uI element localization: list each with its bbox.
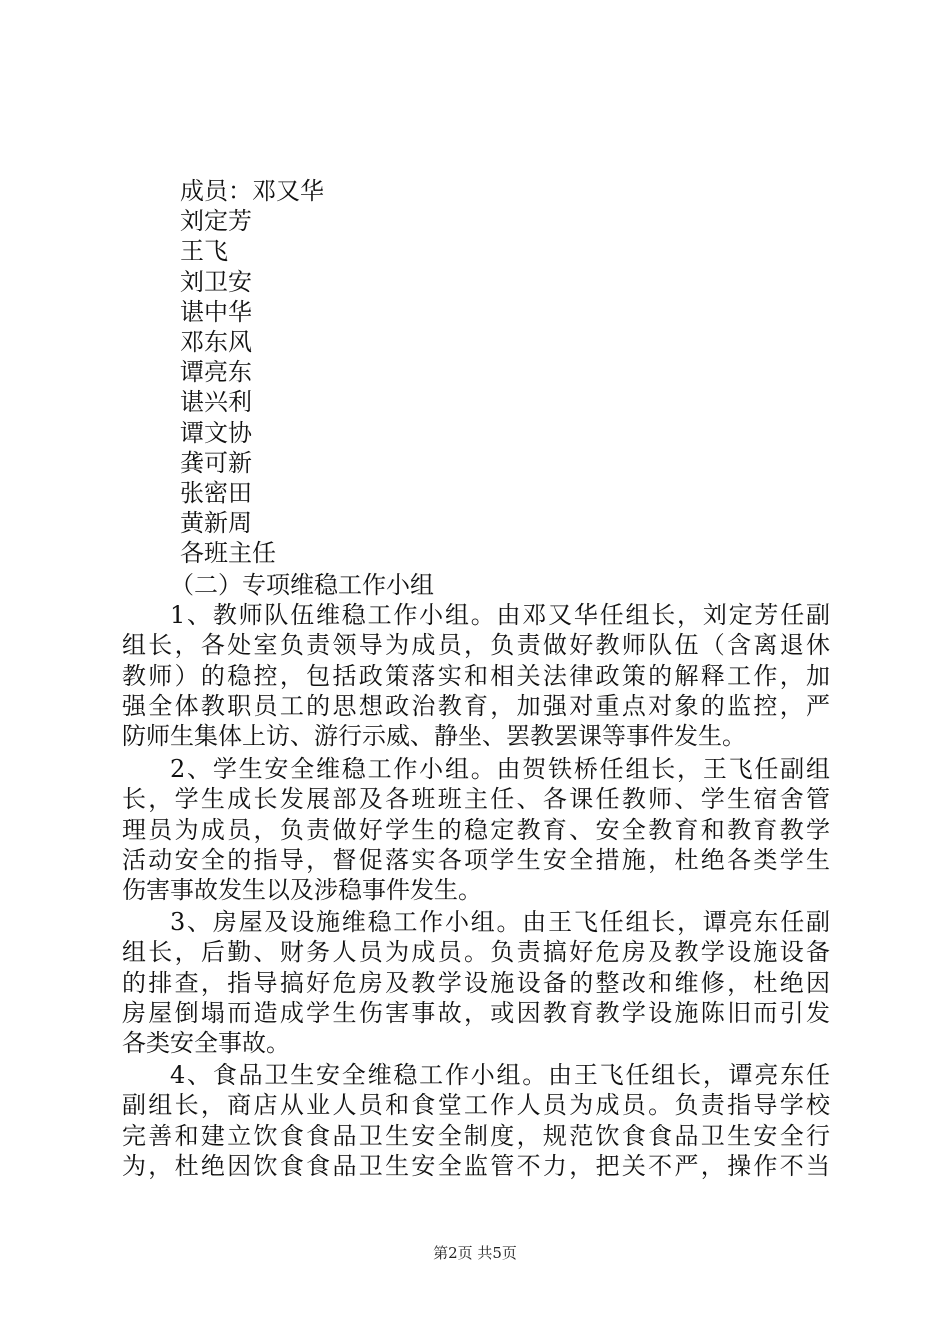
member-name: 龚可新	[180, 448, 252, 477]
member-name: 张密田	[180, 478, 252, 507]
paragraph-food-group	[122, 1060, 830, 1181]
paragraph-facility-group	[122, 907, 830, 1058]
member-name: 谭亮东	[180, 358, 252, 387]
member-name: 各班主任	[180, 539, 276, 568]
paragraph-line: 房屋倒塌而造成学生伤害事故，或因教育教学设施陈旧而引发	[122, 998, 830, 1027]
paragraph-student-group	[122, 754, 830, 905]
member-list-title: 成员：邓又华	[180, 177, 324, 205]
member-name: 王飞	[180, 237, 228, 266]
paragraph-line: 组长，后勤、财务人员为成员。负责搞好危房及教学设施设备	[122, 938, 830, 967]
member-list	[180, 176, 324, 568]
paragraph-line: 副组长，商店从业人员和食堂工作人员为成员。负责指导学校	[122, 1091, 830, 1120]
page-number-footer: 第2页 共5页	[433, 1244, 517, 1262]
paragraph-line: 理员为成员，负责做好学生的稳定教育、安全教育和教育教学	[122, 815, 830, 844]
paragraph-line: 各类安全事故。	[122, 1029, 290, 1058]
paragraph-line: 活动安全的指导，督促落实各项学生安全措施，杜绝各类学生	[122, 845, 830, 874]
paragraph-line: 强全体教职员工的思想政治教育，加强对重点对象的监控，严	[122, 691, 830, 720]
paragraph-line: 完善和建立饮食食品卫生安全制度，规范饮食食品卫生安全行	[122, 1121, 830, 1150]
member-name: 谌中华	[180, 297, 252, 326]
paragraph-line: 的排查，指导搞好危房及教学设施设备的整改和维修，杜绝因	[122, 968, 830, 997]
member-name: 谭文协	[180, 418, 252, 447]
paragraph-line: 3、房屋及设施维稳工作小组。由王飞任组长，谭亮东任副	[170, 908, 830, 936]
member-name: 刘定芳	[180, 207, 252, 236]
section-heading: （二）专项维稳工作小组	[170, 571, 434, 599]
paragraph-line: 为，杜绝因饮食食品卫生安全监管不力，把关不严，操作不当	[122, 1151, 830, 1180]
member-name: 刘卫安	[180, 267, 252, 296]
paragraph-line: 教师）的稳控，包括政策落实和相关法律政策的解释工作，加	[122, 661, 830, 690]
paragraph-line: 组长，各处室负责领导为成员，负责做好教师队伍（含离退休	[122, 631, 830, 660]
paragraph-line: 伤害事故发生以及涉稳事件发生。	[122, 876, 482, 905]
member-name: 谌兴利	[180, 388, 252, 417]
paragraph-line: 防师生集体上访、游行示威、静坐、罢教罢课等事件发生。	[122, 722, 746, 751]
paragraph-line: 长，学生成长发展部及各班班主任、各课任教师、学生宿舍管	[122, 785, 830, 814]
paragraph-teacher-group	[122, 600, 830, 751]
member-name: 黄新周	[180, 509, 252, 538]
paragraph-line: 4、食品卫生安全维稳工作小组。由王飞任组长，谭亮东任	[170, 1061, 830, 1089]
paragraph-line: 1、教师队伍维稳工作小组。由邓又华任组长，刘定芳任副	[170, 601, 830, 629]
member-name: 邓东风	[180, 327, 252, 356]
paragraph-line: 2、学生安全维稳工作小组。由贺铁桥任组长，王飞任副组	[170, 755, 830, 783]
